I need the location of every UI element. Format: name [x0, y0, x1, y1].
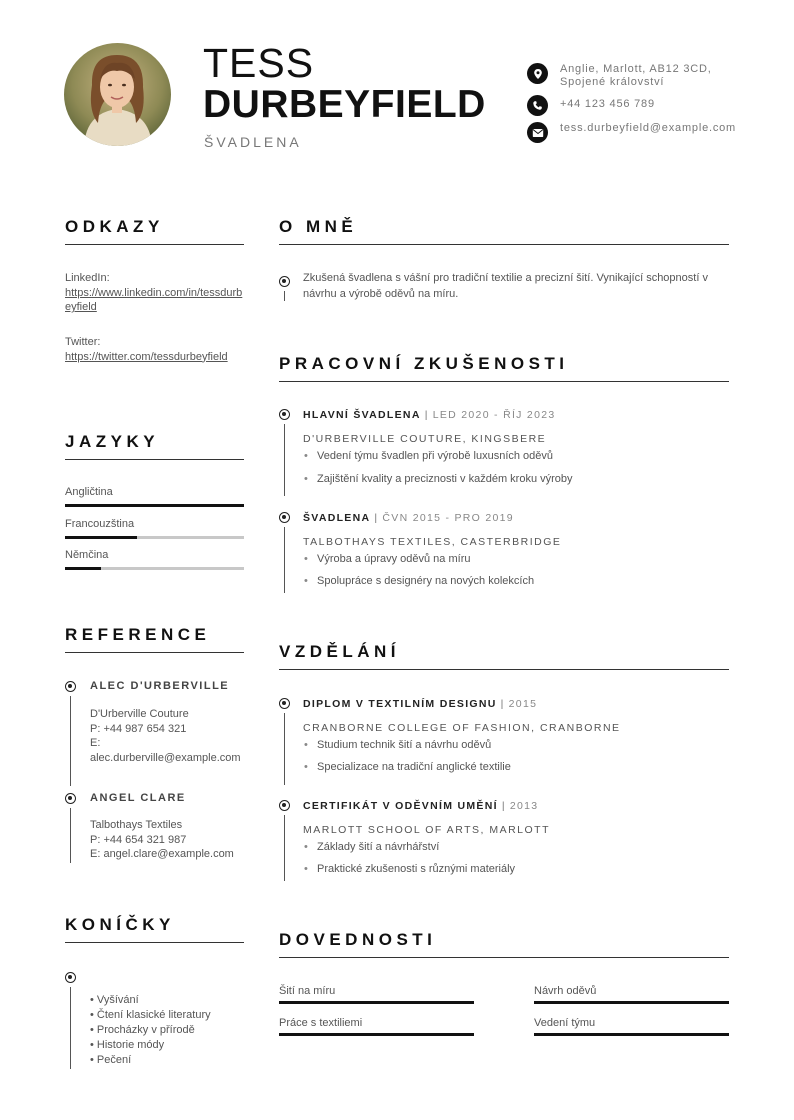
link-label: LinkedIn: [65, 272, 110, 284]
timeline-dot-icon [65, 972, 76, 983]
hobby-item: • Historie módy [90, 1039, 165, 1051]
reference-company: Talbothays Textiles [90, 819, 183, 831]
timeline-dot-icon [65, 681, 76, 692]
experience-organization: TALBOTHAYS TEXTILES, CASTERBRIDGE [303, 536, 562, 548]
experience-heading: PRACOVNÍ ZKUŠENOSTI [279, 354, 729, 382]
link-twitter [65, 335, 245, 364]
experience-header: HLAVNÍ ŠVADLENA | LED 2020 - ŘÍJ 2023 [303, 409, 556, 421]
link-label: Twitter: [65, 336, 101, 348]
about-text: Zkušená švadlena s vášní pro tradiční textilie a precizní šití. Vynikající schopností v návrhu a výrobě oděvů na míru. [303, 272, 708, 300]
skill-name: Návrh oděvů [534, 985, 597, 997]
hobby-item: • Pečení [90, 1054, 132, 1066]
timeline-line [284, 291, 285, 301]
education-title: CERTIFIKÁT V ODĚVNÍM UMĚNÍ [303, 800, 498, 812]
timeline-line [284, 713, 285, 785]
education-title: DIPLOM V TEXTILNÍM DESIGNU [303, 698, 497, 710]
skill-item [279, 985, 474, 997]
skill-level-bar [279, 1033, 474, 1036]
link-linkedin [65, 271, 245, 315]
contact-address [527, 63, 730, 89]
reference-details [90, 818, 250, 862]
language-level-bar [65, 567, 244, 570]
education-bullet: • Základy šití a návrhářství [304, 841, 440, 853]
hobbies-list [90, 993, 211, 1068]
envelope-icon [527, 122, 548, 143]
experience-title: ŠVADLENA [303, 512, 371, 524]
language-name: Němčina [65, 549, 109, 561]
language-item [65, 486, 244, 498]
hobby-item: • Procházky v přírodě [90, 1024, 195, 1036]
links-heading: ODKAZY [65, 217, 244, 245]
experience-organization: D'URBERVILLE COUTURE, KINGSBERE [303, 433, 547, 445]
skill-name: Vedení týmu [534, 1017, 596, 1029]
email-text: tess.durbeyfield@example.com [560, 122, 737, 134]
reference-phone: P: +44 987 654 321 [90, 722, 187, 735]
language-item [65, 518, 244, 530]
job-title: ŠVADLENA [204, 134, 302, 150]
timeline-dot-icon [65, 793, 76, 804]
experience-bullet: • Zajištění kvality a preciznosti v každém kroku výroby [304, 473, 573, 485]
reference-email: E: angel.clare@example.com [90, 848, 234, 861]
skill-level-bar [279, 1001, 474, 1004]
location-pin-icon [527, 63, 548, 84]
reference-email: E: alec.durberville@example.com [90, 737, 241, 764]
last-name: DURBEYFIELD [203, 83, 486, 126]
education-institution: CRANBORNE COLLEGE OF FASHION, CRANBORNE [303, 722, 621, 734]
education-institution: MARLOTT SCHOOL OF ARTS, MARLOTT [303, 824, 550, 836]
timeline-dot-icon [279, 276, 290, 287]
reference-name: ANGEL CLARE [90, 792, 186, 804]
education-bullet: • Specializace na tradiční anglické textilie [304, 761, 511, 773]
reference-details [90, 707, 250, 765]
education-header: DIPLOM V TEXTILNÍM DESIGNU | 2015 [303, 698, 538, 710]
first-name: TESS [203, 40, 315, 86]
hobby-item: • Čtení klasické literatury [90, 1009, 211, 1021]
timeline-line [70, 696, 71, 786]
references-heading: REFERENCE [65, 625, 244, 653]
hobbies-heading: KONÍČKY [65, 915, 244, 943]
timeline-line [284, 527, 285, 593]
twitter-url[interactable]: https://twitter.com/tessdurbeyfield [65, 350, 228, 363]
skill-level-bar [534, 1001, 729, 1004]
contact-email [527, 122, 737, 143]
contact-phone [527, 95, 730, 116]
education-bullet: • Studium technik šití a návrhu oděvů [304, 739, 492, 751]
profile-photo [64, 43, 171, 146]
reference-phone: P: +44 654 321 987 [90, 833, 187, 846]
phone-text: +44 123 456 789 [560, 98, 655, 110]
education-dates: 2015 [508, 698, 538, 710]
languages-heading: JAZYKY [65, 432, 244, 460]
timeline-line [284, 815, 285, 881]
education-dates: 2013 [509, 800, 539, 812]
language-item [65, 549, 244, 561]
skill-level-bar [534, 1033, 729, 1036]
experience-dates: ČVN 2015 - PRO 2019 [382, 512, 514, 524]
experience-dates: LED 2020 - ŘÍJ 2023 [432, 409, 556, 421]
timeline-dot-icon [279, 512, 290, 523]
timeline-dot-icon [279, 800, 290, 811]
skill-name: Šití na míru [279, 985, 336, 997]
timeline-line [70, 987, 71, 1069]
reference-company: D'Urberville Couture [90, 708, 189, 720]
experience-bullet: • Spolupráce s designéry na nových kolekcích [304, 575, 535, 587]
skills-heading: DOVEDNOSTI [279, 930, 729, 958]
experience-bullet: • Výroba a úpravy oděvů na míru [304, 553, 471, 565]
timeline-dot-icon [279, 698, 290, 709]
address-text: Anglie, Marlott, AB12 3CD, Spojené království [560, 63, 712, 88]
timeline-line [284, 424, 285, 496]
language-name: Francouzština [65, 518, 135, 530]
education-bullet: • Praktické zkušenosti s různými materiály [304, 863, 516, 875]
hobby-item: • Vyšívání [90, 994, 139, 1006]
education-header: CERTIFIKÁT V ODĚVNÍM UMĚNÍ | 2013 [303, 800, 539, 812]
skill-item [534, 1017, 729, 1029]
about-heading: O MNĚ [279, 217, 729, 245]
timeline-line [70, 808, 71, 863]
experience-header: ŠVADLENA | ČVN 2015 - PRO 2019 [303, 512, 514, 524]
language-name: Angličtina [65, 486, 113, 498]
experience-bullet: • Vedení týmu švadlen při výrobě luxusních oděvů [304, 450, 554, 462]
language-level-bar [65, 504, 244, 507]
skill-item [279, 1017, 474, 1029]
education-heading: VZDĚLÁNÍ [279, 642, 729, 670]
phone-icon [527, 95, 548, 116]
experience-title: HLAVNÍ ŠVADLENA [303, 409, 421, 421]
skill-name: Práce s textiliemi [279, 1017, 363, 1029]
linkedin-url[interactable]: https://www.linkedin.com/in/tessdurbeyfield [65, 286, 243, 313]
language-level-bar [65, 536, 244, 539]
timeline-dot-icon [279, 409, 290, 420]
reference-name: ALEC D'URBERVILLE [90, 680, 230, 692]
skill-item [534, 985, 729, 997]
